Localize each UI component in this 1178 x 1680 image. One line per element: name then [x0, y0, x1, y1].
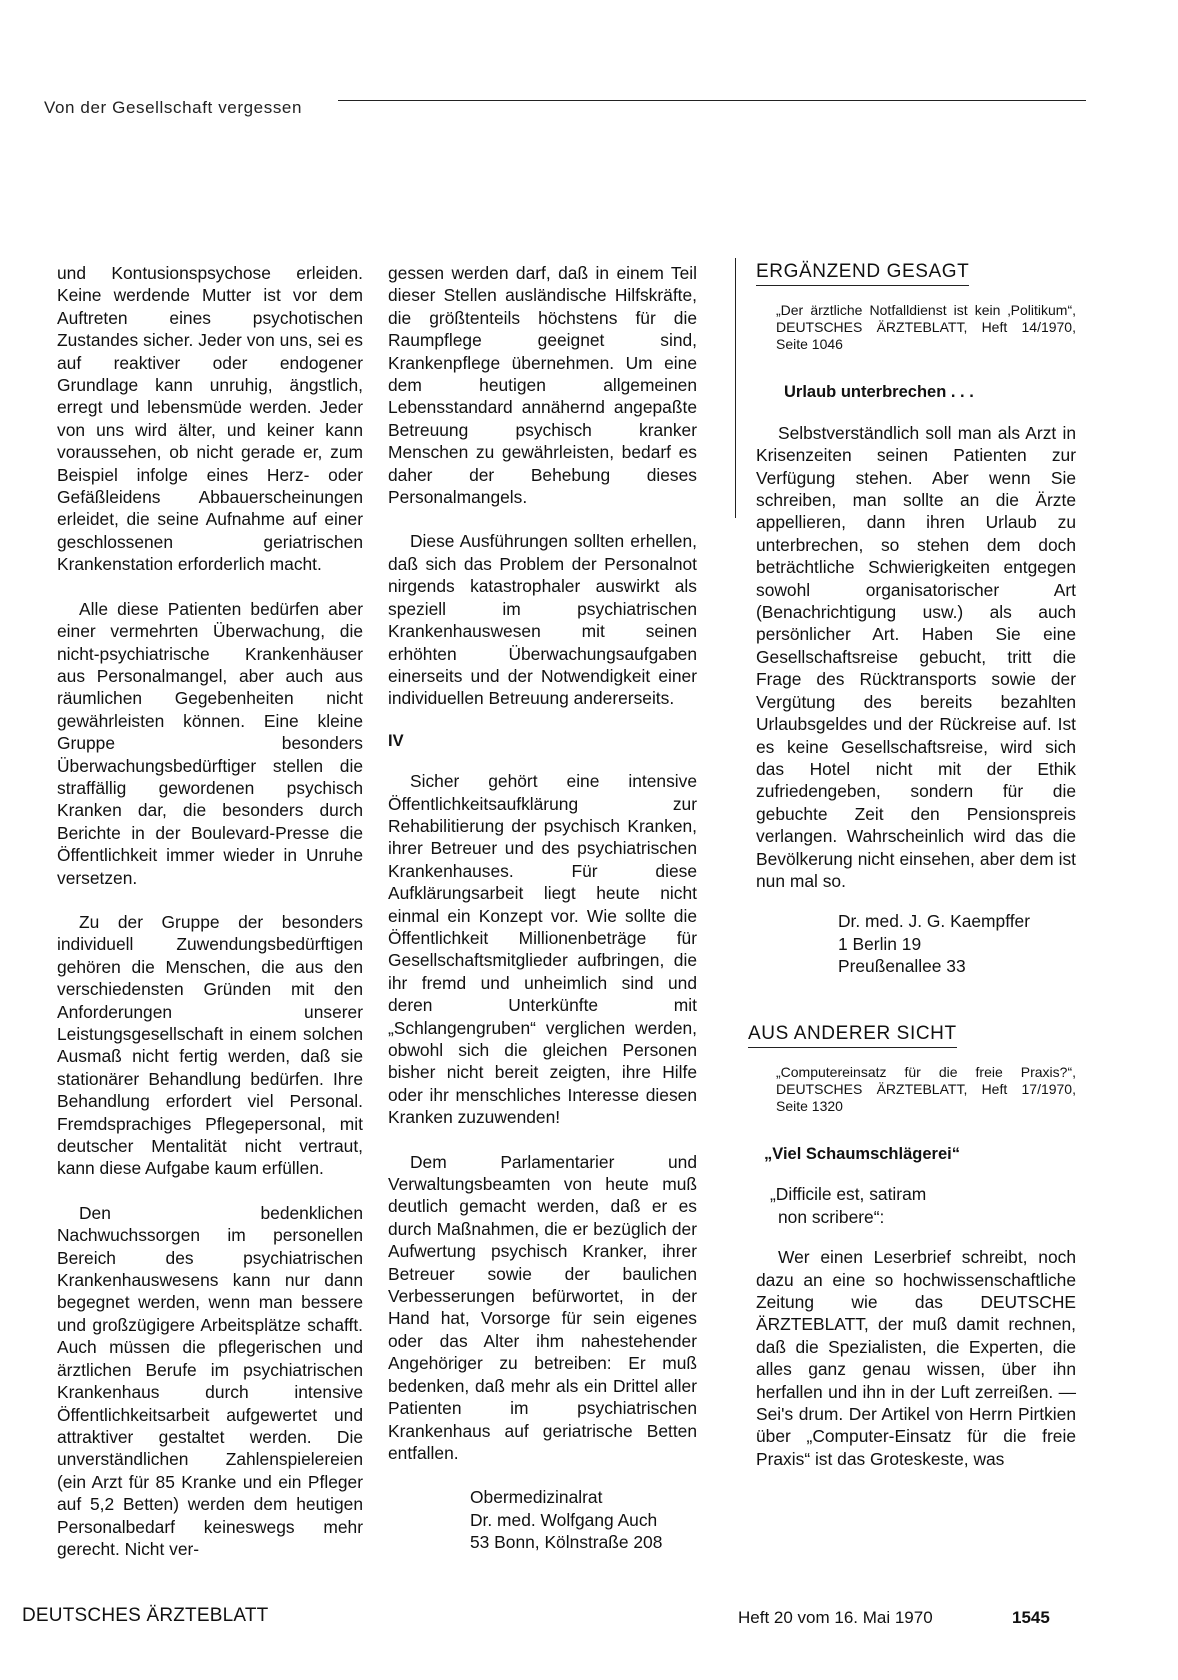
- paragraph: Wer einen Leserbrief schreibt, noch dazu an eine so hochwissenschaftliche Zeitung wie das DEUTSCHE ÄRZTEBLATT, der muß damit rechnen, daß die Spezialisten, die Experten, die alles ganz genau wissen, über ihn herfallen und ihn in der Luft zerreißen. — Sei's drum. Der Artikel von Herrn Pirtkien über „Computer-Einsatz für die freie Praxis“ ist das Groteskeste, was: [756, 1247, 1076, 1469]
- column-2: [388, 262, 697, 1554]
- reference-note: „Computereinsatz für die freie Praxis?“, DEUTSCHES ÄRZTEBLATT, Heft 17/1970, Seite 1320: [776, 1063, 1076, 1114]
- column-divider: [735, 258, 736, 518]
- quote-line: „Difficile est, satiram: [770, 1184, 927, 1205]
- section-heading: IV: [388, 731, 404, 750]
- section-title: ERGÄNZEND GESAGT: [756, 261, 969, 286]
- signature-line: Dr. med. Wolfgang Auch: [470, 1509, 658, 1530]
- signature-line: Dr. med. J. G. Kaempffer: [838, 911, 1031, 932]
- letter-title: Urlaub unterbrechen . . .: [784, 383, 974, 402]
- signature-line: Preußenallee 33: [838, 956, 966, 977]
- section-title: AUS ANDERER SICHT: [748, 1023, 957, 1048]
- paragraph: Alle diese Patienten bedürfen aber einer vermehrten Überwachung, die nicht-psychiatrische Krankenhäuser aus Personalmangel, aber auch aus räumlichen Gegebenheiten nicht gewährleisten können. Eine kleine Gruppe besonders Überwachungsbedürftiger stellen die straffällig gewordenen psychisch Kranken dar, die besonders durch Berichte in der Boulevard-Presse die Öffentlichkeit immer wieder in Unruhe versetzen.: [57, 598, 363, 888]
- footer-issue: Heft 20 vom 16. Mai 1970: [738, 1608, 933, 1627]
- paragraph: Zu der Gruppe der besonders individuell Zuwendungsbedürftigen gehören die Menschen, die aus den verschiedensten Gründen mit den Anforderungen unserer Leistungsgesellschaft in einem solchen Ausmaß nicht fertig werden, daß sie stationärer Behandlung bedürfen. Ihre Behandlung erfordert viel Personal. Fremdsprachiges Pflegepersonal, mit deutscher Mentalität nicht vertraut, kann diese Aufgabe kaum erfüllen.: [57, 911, 363, 1179]
- signature-line: 53 Bonn, Kölnstraße 208: [470, 1532, 663, 1553]
- letter-title: „Viel Schaumschlägerei“: [764, 1144, 960, 1163]
- paragraph: Dem Parlamentarier und Verwaltungsbeamten von heute muß deutlich gemacht werden, daß er es durch Maßnahmen, die er bezüglich der Aufwertung psychisch Kranker, ihrer Betreuer sowie der baulichen Verbesserungen befürwortet, in der Hand hat, Vorsorge für sein eigenes oder das Alter ihm nahestehender Angehöriger zu betreiben: Er muß bedenken, daß mehr als ein Drittel aller Patienten im psychiatrischen Krankenhaus auf geriatrische Betten entfallen.: [388, 1151, 697, 1463]
- latin-quote: [770, 1183, 1076, 1228]
- paragraph: Selbstverständlich soll man als Arzt in Krisenzeiten seinen Patienten zur Verfügung stehen. Aber wenn Sie schreiben, man sollte an die Ärzte appellieren, dann ihren Urlaub zu unterbrechen, so stehen dem doch beträchtliche Schwierigkeiten entgegen sowohl organisatorischer Art (Benachrichtigung usw.) als auch persönlicher Art. Haben Sie eine Gesellschaftsreise gebucht, tritt die Frage des Rücktransports sowie der Vergütung des bereits bezahlten Urlaubsgeldes und der Rückreise auf. Ist es keine Gesellschaftsreise, wird sich das Hotel nicht mit der Ethik zufriedengeben, sondern für die gebuchte Zeit den Pensionspreis verlangen. Wahrscheinlich wird das die Bevölkerung nicht einsehen, aber dem ist nun mal so.: [756, 422, 1076, 891]
- running-header: Von der Gesellschaft vergessen: [44, 98, 303, 117]
- paragraph: Den bedenklichen Nachwuchssorgen im personellen Bereich des psychiatrischen Krankenhauswesens kann nur dann begegnet werden, wenn man bessere und großzügigere Arbeitsplätze schafft. Auch müssen die pflegerischen und ärztlichen Berufe im psychiatrischen Krankenhaus durch intensive Öffentlichkeitsarbeit aufgewertet und attraktiver gestaltet werden. Die unverständlichen Zahlenspielereien (ein Arzt für 85 Kranke und ein Pfleger auf 5,2 Betten) werden dem heutigen Personalbedarf keineswegs mehr gerecht. Nicht ver-: [57, 1202, 363, 1559]
- paragraph: Sicher gehört eine intensive Öffentlichkeitsaufklärung zur Rehabilitierung der psychisch Kranken, ihrer Betreuer und des psychiatrischen Krankenhauses. Für diese Aufklärungsarbeit liegt heute nicht einmal ein Konzept vor. Wie sollte die Öffentlichkeit Millionenbeträge für Gesellschaftsmitglieder aufbringen, die ihr fremd und unheimlich sind und deren Unterkünfte mit „Schlangengruben“ verglichen werden, obwohl sich die gleichen Personen bisher nicht bereit zeigten, ihre Hilfe oder ihr menschliches Interesse diesen Kranken zuzuwenden!: [388, 771, 697, 1128]
- page-number: 1545: [1012, 1608, 1050, 1627]
- header-rule: [338, 100, 1086, 101]
- reference-note: „Der ärztliche Notfalldienst ist kein ‚Politikum“, DEUTSCHES ÄRZTEBLATT, Heft 14/1970, Seite 1046: [776, 302, 1076, 353]
- footer-journal: DEUTSCHES ÄRZTEBLATT: [22, 1605, 269, 1626]
- signature-line: Obermedizinalrat: [470, 1487, 603, 1508]
- column-3: [748, 260, 1076, 1470]
- quote-line: non scribere“:: [778, 1206, 885, 1227]
- signature-block: [838, 910, 1076, 977]
- column-1: [57, 262, 363, 1560]
- paragraph: und Kontusionspsychose erleiden. Keine werdende Mutter ist vor dem Auftreten eines psychotischen Zustandes sicher. Jeder von uns, sei es auf reaktiver oder endogener Grundlage kann unruhig, ängstlich, erregt und lebensmüde werden. Jeder von uns wird älter, und keiner kann voraussehen, ob nicht gerade er, zum Beispiel infolge eines Herz- oder Gefäßleidens Abbauerscheinungen erleidet, die seine Aufnahme auf einer geschlossenen geriatrischen Krankenstation erforderlich macht.: [57, 263, 363, 575]
- paragraph: gessen werden darf, daß in einem Teil dieser Stellen ausländische Hilfskräfte, die größtenteils höchstens für die Raumpflege geeignet sind, Krankenpflege übernehmen. Um eine dem heutigen allgemeinen Lebensstandard annähernd angepaßte Betreuung psychisch kranker Menschen zu gewährleisten, bedarf es daher der Behebung dieses Personalmangels.: [388, 263, 697, 508]
- signature-line: 1 Berlin 19: [838, 933, 922, 954]
- signature-block: [470, 1486, 697, 1553]
- paragraph: Diese Ausführungen sollten erhellen, daß sich das Problem der Personalnot nirgends katastrophaler auswirkt als speziell im psychiatrischen Krankenhauswesen mit seinen erhöhten Überwachungsaufgaben einerseits und der Notwendigkeit einer individuellen Betreuung andererseits.: [388, 531, 697, 709]
